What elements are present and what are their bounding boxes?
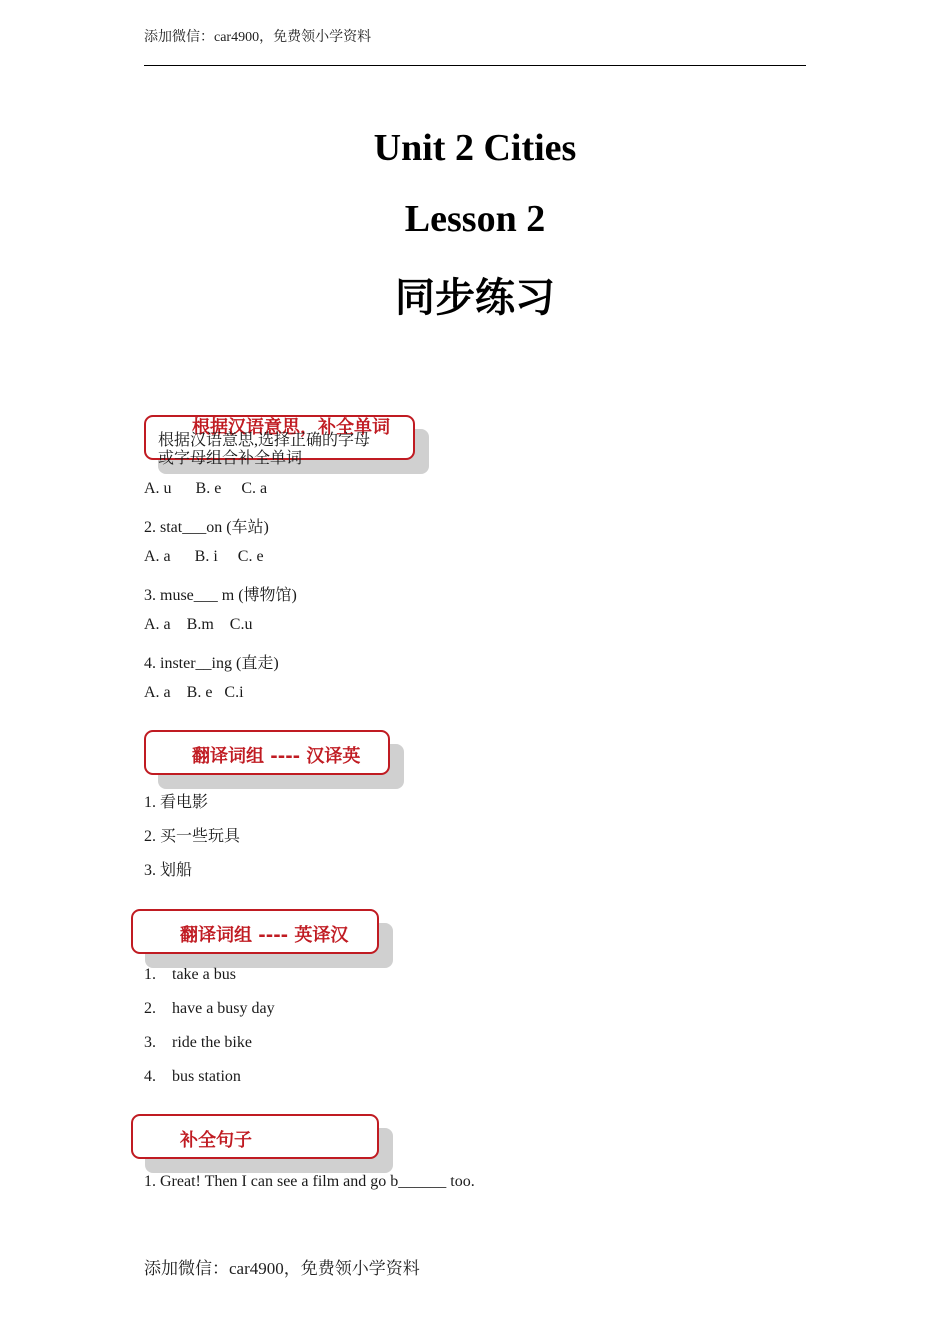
section3-item-1 (144, 966, 236, 984)
section3-item-number: 1. (144, 966, 156, 983)
section3-item-4 (144, 1068, 241, 1086)
section2-item-3: 3. 划船 (144, 862, 193, 879)
section1-line-7: A. a B. e C.i (144, 684, 244, 701)
unit-title: Unit 2 Cities (373, 127, 577, 169)
section3-item-text: take a bus (172, 966, 236, 983)
section1-line-2: 2. stat___on (车站) (144, 519, 269, 536)
section1-line-6: 4. inster__ing (直走) (144, 655, 279, 672)
section1-instruction-line2: 或字母组合补全单词 (158, 450, 303, 467)
section4-title: 补全句子 (180, 1130, 252, 1151)
section1-line-1: A. u B. e C. a (144, 480, 268, 497)
footer-note: 添加微信：car4900，免费领小学资料 (144, 1259, 420, 1278)
section4-header (131, 1114, 379, 1159)
section3-item-text: have a busy day (172, 1000, 275, 1017)
section1-line-5: A. a B.m C.u (144, 616, 253, 633)
page-subtitle: 同步练习 (395, 275, 555, 321)
section3-item-text: ride the bike (172, 1034, 252, 1051)
section1-line-4: 3. muse___ m (博物馆) (144, 587, 297, 604)
section4-item-1: 1. Great! Then I can see a film and go b______ too. (144, 1173, 475, 1190)
lesson-title: Lesson 2 (404, 198, 546, 240)
section1-line-3: A. a B. i C. e (144, 548, 264, 565)
section3-item-text: bus station (172, 1068, 241, 1085)
section3-item-2 (144, 1000, 275, 1018)
section3-item-3 (144, 1034, 252, 1052)
header-note: 添加微信：car4900，免费领小学资料 (144, 30, 372, 45)
section2-item-1: 1. 看电影 (144, 794, 209, 811)
header-divider (144, 65, 806, 66)
section3-item-number: 3. (144, 1034, 156, 1051)
section2-item-2: 2. 买一些玩具 (144, 828, 241, 845)
section3-item-number: 2. (144, 1000, 156, 1017)
section1-title: 根据汉语意思，补全单词 (192, 417, 390, 438)
section1-instruction-line1: 根据汉语意思,选择正确的字母 (158, 432, 371, 449)
section3-item-number: 4. (144, 1068, 156, 1085)
section3-title: 翻译词组 ---- 英译汉 (180, 925, 349, 946)
section2-title: 翻译词组 ---- 汉译英 (192, 746, 361, 767)
